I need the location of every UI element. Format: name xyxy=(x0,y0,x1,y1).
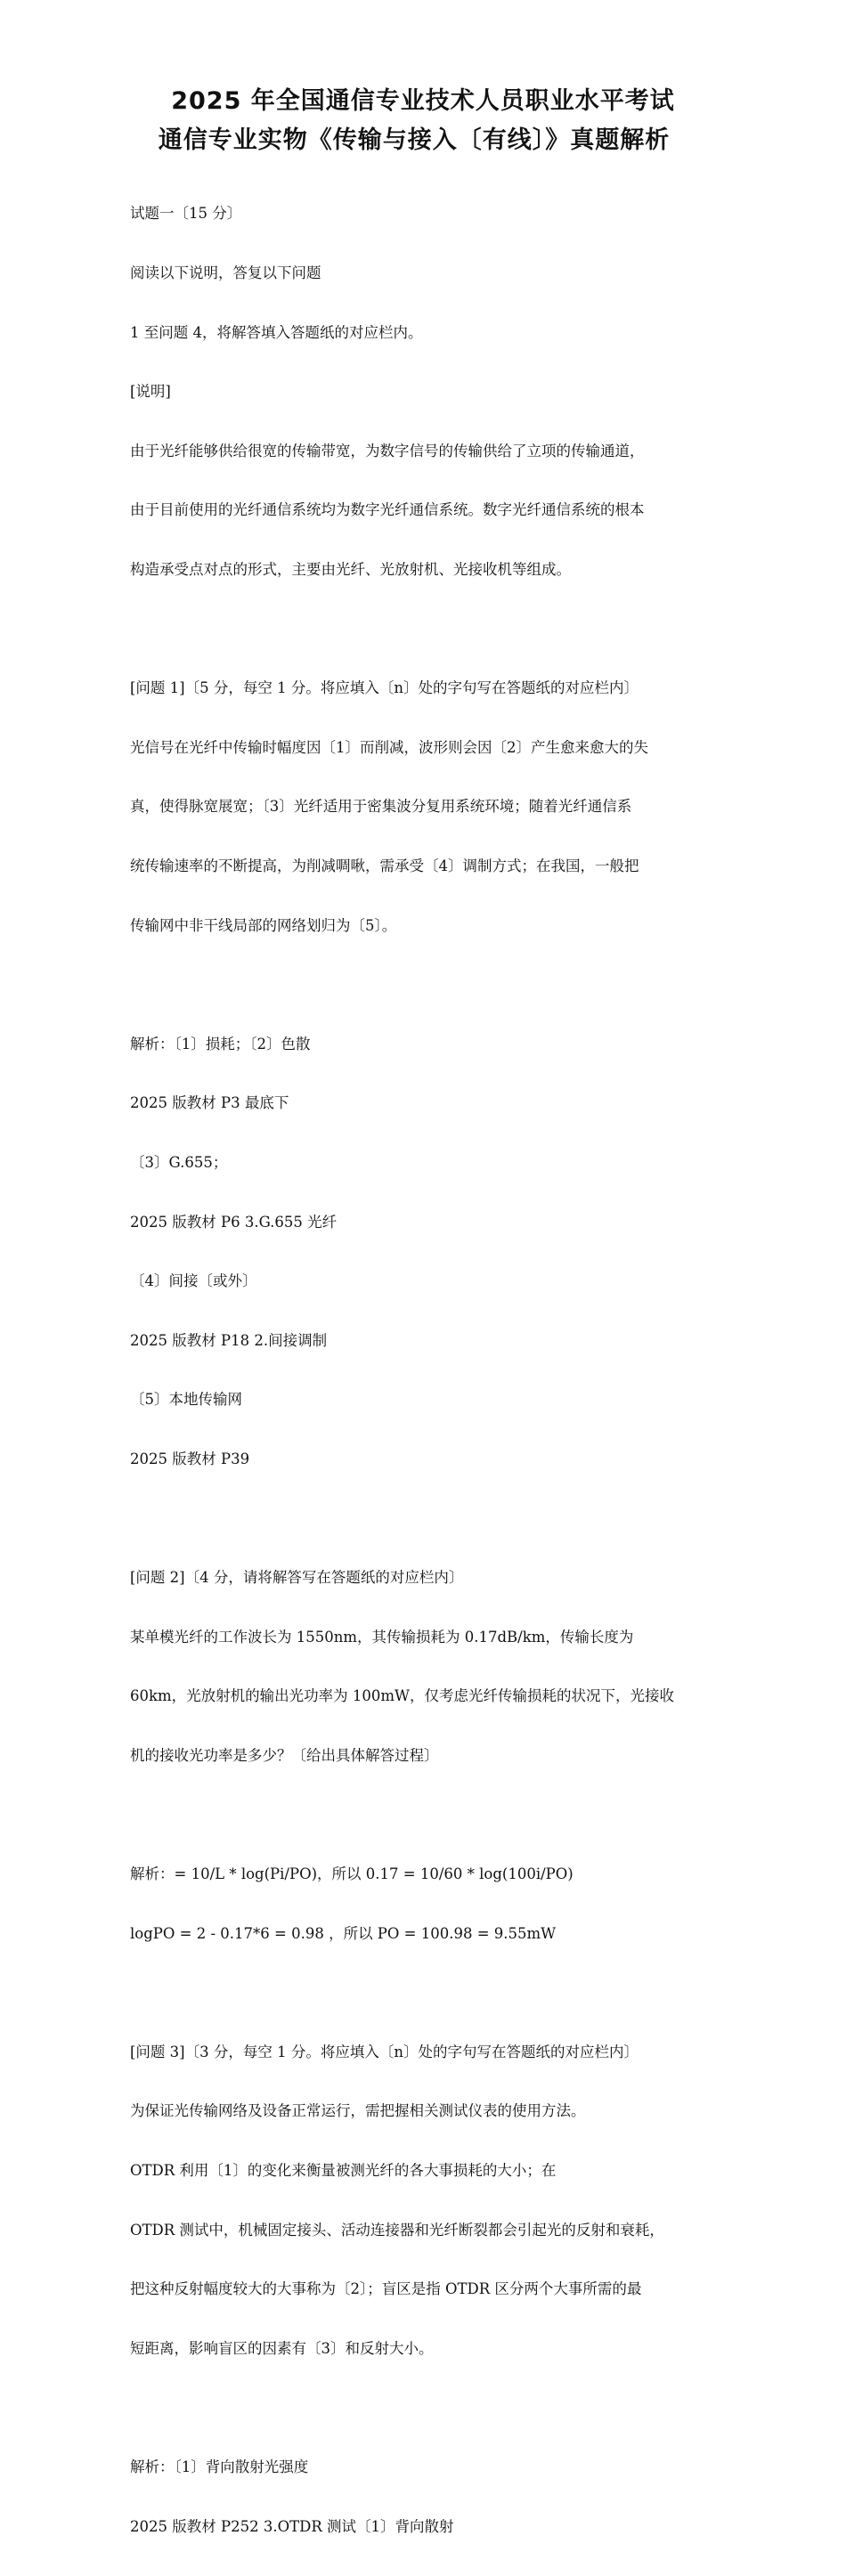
body-line: 传输网中非干线局部的网络划归为〔5〕。 xyxy=(130,916,397,934)
body-line: [说明] xyxy=(130,383,171,401)
answer-line: 2025 版教材 P18 2.间接调制 xyxy=(130,1331,328,1349)
body-line: 试题一〔15 分〕 xyxy=(130,205,242,223)
title-line-2: 通信专业实物《传输与接入〔有线〕》真题解析 xyxy=(158,126,671,154)
answer-line: 解析：〔1〕背向散射光强度 xyxy=(130,2458,309,2475)
body-line: 短距离，影响盲区的因素有〔3〕和反射大小。 xyxy=(130,2339,434,2357)
blank-line xyxy=(130,2398,736,2418)
question-3-heading: [问题 3]〔3 分，每空 1 分。将应填入〔n〕处的字句写在答题纸的对应栏内〕 xyxy=(130,2043,639,2060)
answer-line: 2025 版教材 P252 3.OTDR 测试〔1〕背向散射 xyxy=(130,2517,454,2535)
blank-line xyxy=(130,620,736,639)
body-line: 60km，光放射机的输出光功率为 100mW，仅考虑光纤传输损耗的状况下，光接收 xyxy=(130,1687,674,1705)
question-2-heading: [问题 2]〔4 分，请将解答写在答题纸的对应栏内〕 xyxy=(130,1569,464,1587)
body-line: OTDR 利用〔1〕的变化来衡量被测光纤的各大事损耗的大小；在 xyxy=(130,2162,557,2179)
answer-line: logPO = 2 - 0.17*6 = 0.98 ，所以 PO = 100.98 = 9.55mW xyxy=(130,1924,557,1942)
body-line: 光信号在光纤中传输时幅度因〔1〕而削减，波形则会因〔2〕产生愈来愈大的失 xyxy=(130,738,648,756)
answer-line: 2025 版教材 P39 xyxy=(130,1450,250,1467)
answer-line: 2025 版教材 P3 最底下 xyxy=(130,1094,289,1112)
body-line: 把这种反射幅度较大的大事称为〔2〕；盲区是指 OTDR 区分两个大事所需的最 xyxy=(130,2280,642,2298)
answer-line: 〔5〕本地传输网 xyxy=(130,1391,242,1409)
question-1-heading: [问题 1]〔5 分，每空 1 分。将应填入〔n〕处的字句写在答题纸的对应栏内〕 xyxy=(130,679,639,697)
body-line: 构造承受点对点的形式，主要由光纤、光放射机、光接收机等组成。 xyxy=(130,560,571,578)
answer-line: 2025 版教材 P6 3.G.655 光纤 xyxy=(130,1213,338,1231)
blank-line xyxy=(130,1508,736,1528)
answer-line: 解析：〔1〕损耗；〔2〕色散 xyxy=(130,1035,311,1052)
body-line: 由于光纤能够供给很宽的传输带宽，为数字信号的传输供给了立项的传输通道， xyxy=(130,442,645,459)
body-line: 由于目前使用的光纤通信系统均为数字光纤通信系统。数字光纤通信系统的根本 xyxy=(130,501,645,519)
body-line: 统传输速率的不断提高，为削减啁啾，需承受〔4〕调制方式；在我国，一般把 xyxy=(130,857,639,874)
answer-line: 〔4〕间接〔或外〕 xyxy=(130,1272,257,1290)
body-line: 某单模光纤的工作波长为 1550nm，其传输损耗为 0.17dB/km，传输长度为 xyxy=(130,1628,634,1646)
body-line: 机的接收光功率是多少？〔给出具体解答过程〕 xyxy=(130,1746,439,1764)
body-line: OTDR 测试中，机械固定接头、活动连接器和光纤断裂都会引起光的反射和衰耗， xyxy=(130,2221,664,2239)
answer-line: 解析：= 10/L * log(Pi/PO)，所以 0.17 = 10/60 * log(100i/PO) xyxy=(130,1865,573,1883)
title-line-1: 2025 年全国通信专业技术人员职业水平考试 xyxy=(171,87,675,115)
answer-line: 〔3〕G.655； xyxy=(130,1153,228,1171)
document-body xyxy=(130,165,736,2576)
body-line: 1 至问题 4，将解答填入答题纸的对应栏内。 xyxy=(130,323,423,341)
blank-line xyxy=(130,975,736,995)
blank-line xyxy=(130,1983,736,2003)
blank-line xyxy=(130,1805,736,1824)
body-line: 为保证光传输网络及设备正常运行，需把握相关测试仪表的使用方法。 xyxy=(130,2102,586,2120)
body-line: 真，使得脉宽展宽；〔3〕光纤适用于密集波分复用系统环境；随着光纤通信系 xyxy=(130,798,632,816)
body-line: 阅读以下说明，答复以下问题 xyxy=(130,264,321,281)
